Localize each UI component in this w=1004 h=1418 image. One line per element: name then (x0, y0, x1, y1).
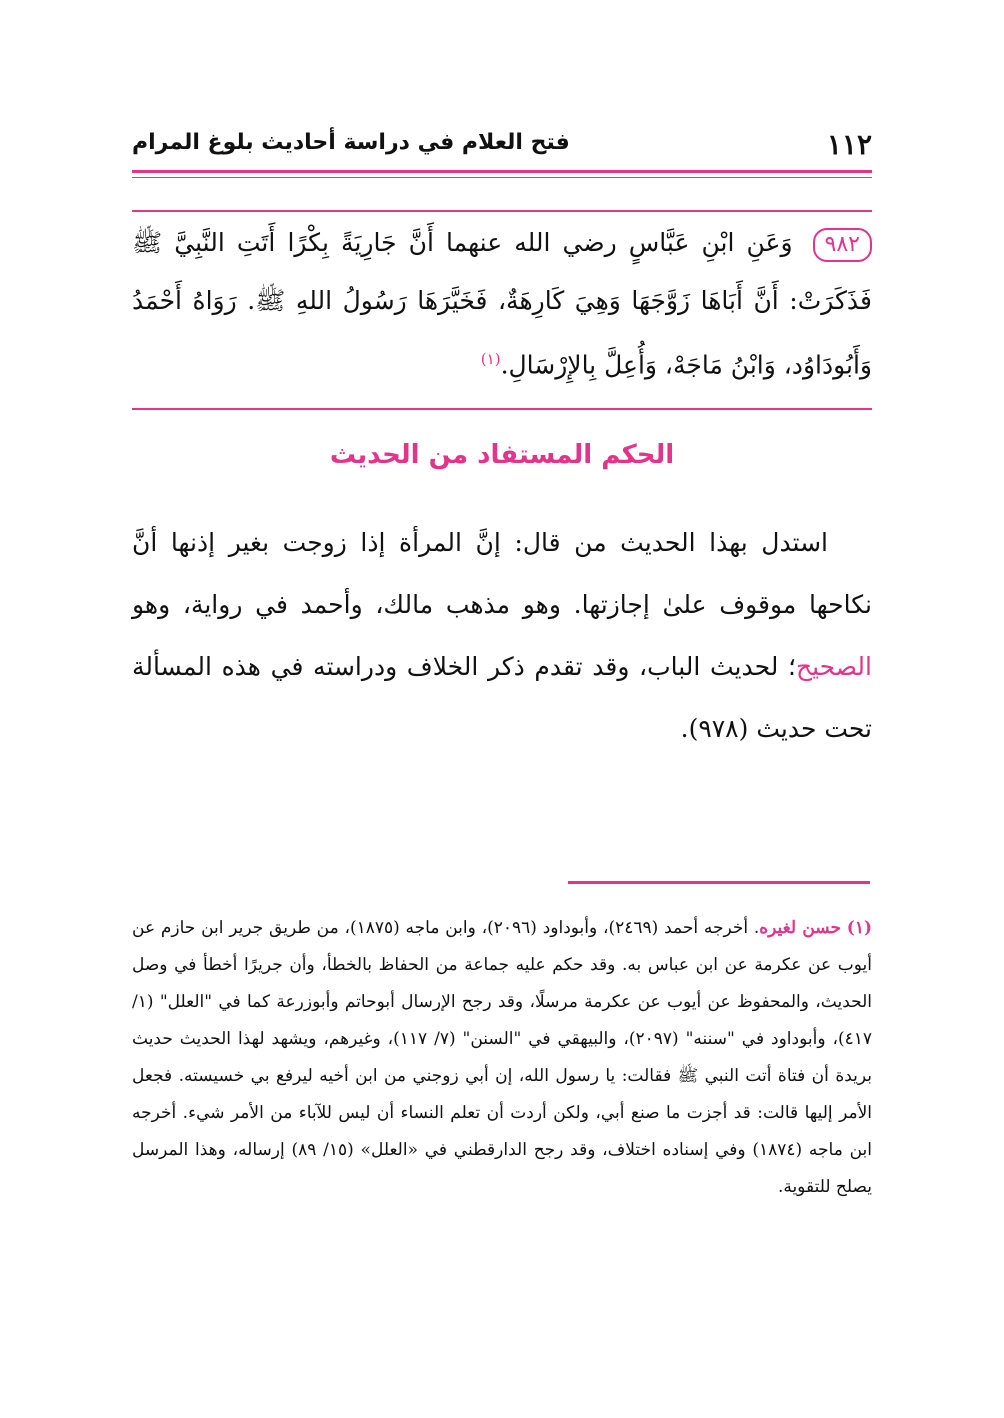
hadith-top-rule (132, 210, 872, 212)
footnote-separator (568, 881, 870, 884)
hadith-number-badge: ٩٨٢ (813, 228, 872, 262)
page-header (132, 128, 872, 168)
footnote-reference[interactable]: (١) (480, 350, 501, 368)
hadith-block (132, 214, 872, 394)
body-text-part1: استدل بهذا الحديث من قال: إنَّ المرأة إذا زوجت بغير إذنها أنَّ نكاحها موقوف علىٰ إجازتها. وهو مذهب مالك، وأحمد في رواية، وهو (132, 528, 872, 619)
footnote (132, 910, 872, 1206)
book-title: فتح العلام في دراسة أحاديث بلوغ المرام (132, 130, 570, 155)
hadith-text: وَعَنِ ابْنِ عَبَّاسٍ رضي الله عنهما أَنَّ جَارِيَةً بِكْرًا أَتَتِ النَّبِيَّ ﷺ فَذَكَرَتْ: أَنَّ أَبَاهَا زَوَّجَهَا وَهِيَ كَارِهَةٌ، فَخَيَّرَهَا رَسُولُ اللهِ ﷺ. رَوَاهُ أَحْمَدُ وَأَبُودَاوُد، وَابْنُ مَاجَهْ، وَأُعِلَّ بِالإِرْسَالِ. (132, 228, 872, 380)
footnote-grade: حسن لغيره (759, 918, 841, 938)
section-heading: الحكم المستفاد من الحديث (329, 440, 675, 470)
hadith-bottom-rule (132, 408, 872, 410)
body-highlight: الصحيح (795, 652, 872, 681)
body-text-part2: ؛ لحديث الباب، وقد تقدم ذكر الخلاف ودراسته في هذه المسألة تحت حديث (٩٧٨). (132, 652, 872, 743)
header-rule-thick (132, 170, 872, 173)
footnote-text: . أخرجه أحمد (٢٤٦٩)، وأبوداود (٢٠٩٦)، وابن ماجه (١٨٧٥)، من طريق جرير ابن حازم عن أيوب عن عكرمة عن ابن عباس به. وقد حكم عليه جماعة من الحفاظ بالخطأ، وأن جريرًا أخطأ في وصل الحديث، والمحفوظ عن أيوب عن عكرمة مرسلًا، وقد رجح الإرسال أبوحاتم وأبوزرعة كما في "العلل" (١/ ٤١٧)، وأبوداود في "سننه" (٢٠٩٧)، والبيهقي في "السنن" (٧/ ١١٧)، وغيرهم، ويشهد لهذا الحديث حديث بريدة أن فتاة أتت النبي ﷺ فقالت: يا رسول الله، إن أبي زوجني من ابن أخيه ليرفع بي خسيسته. فجعل الأمر إليها قالت: قد أجزت ما صنع أبي، ولكن أردت أن تعلم النساء أن ليس للآباء من الأمر شيء. أخرجه ابن ماجه (١٨٧٤) وفي إسناده اختلاف، وقد رجح الدارقطني في «العلل» (١٥/ ٨٩) إرساله، وهذا المرسل يصلح للتقوية. (132, 918, 873, 1197)
body-paragraph (132, 512, 872, 760)
page-number: ١١٢ (826, 128, 872, 161)
footnote-number: (١) (846, 918, 873, 938)
header-rule-thin (132, 177, 872, 178)
